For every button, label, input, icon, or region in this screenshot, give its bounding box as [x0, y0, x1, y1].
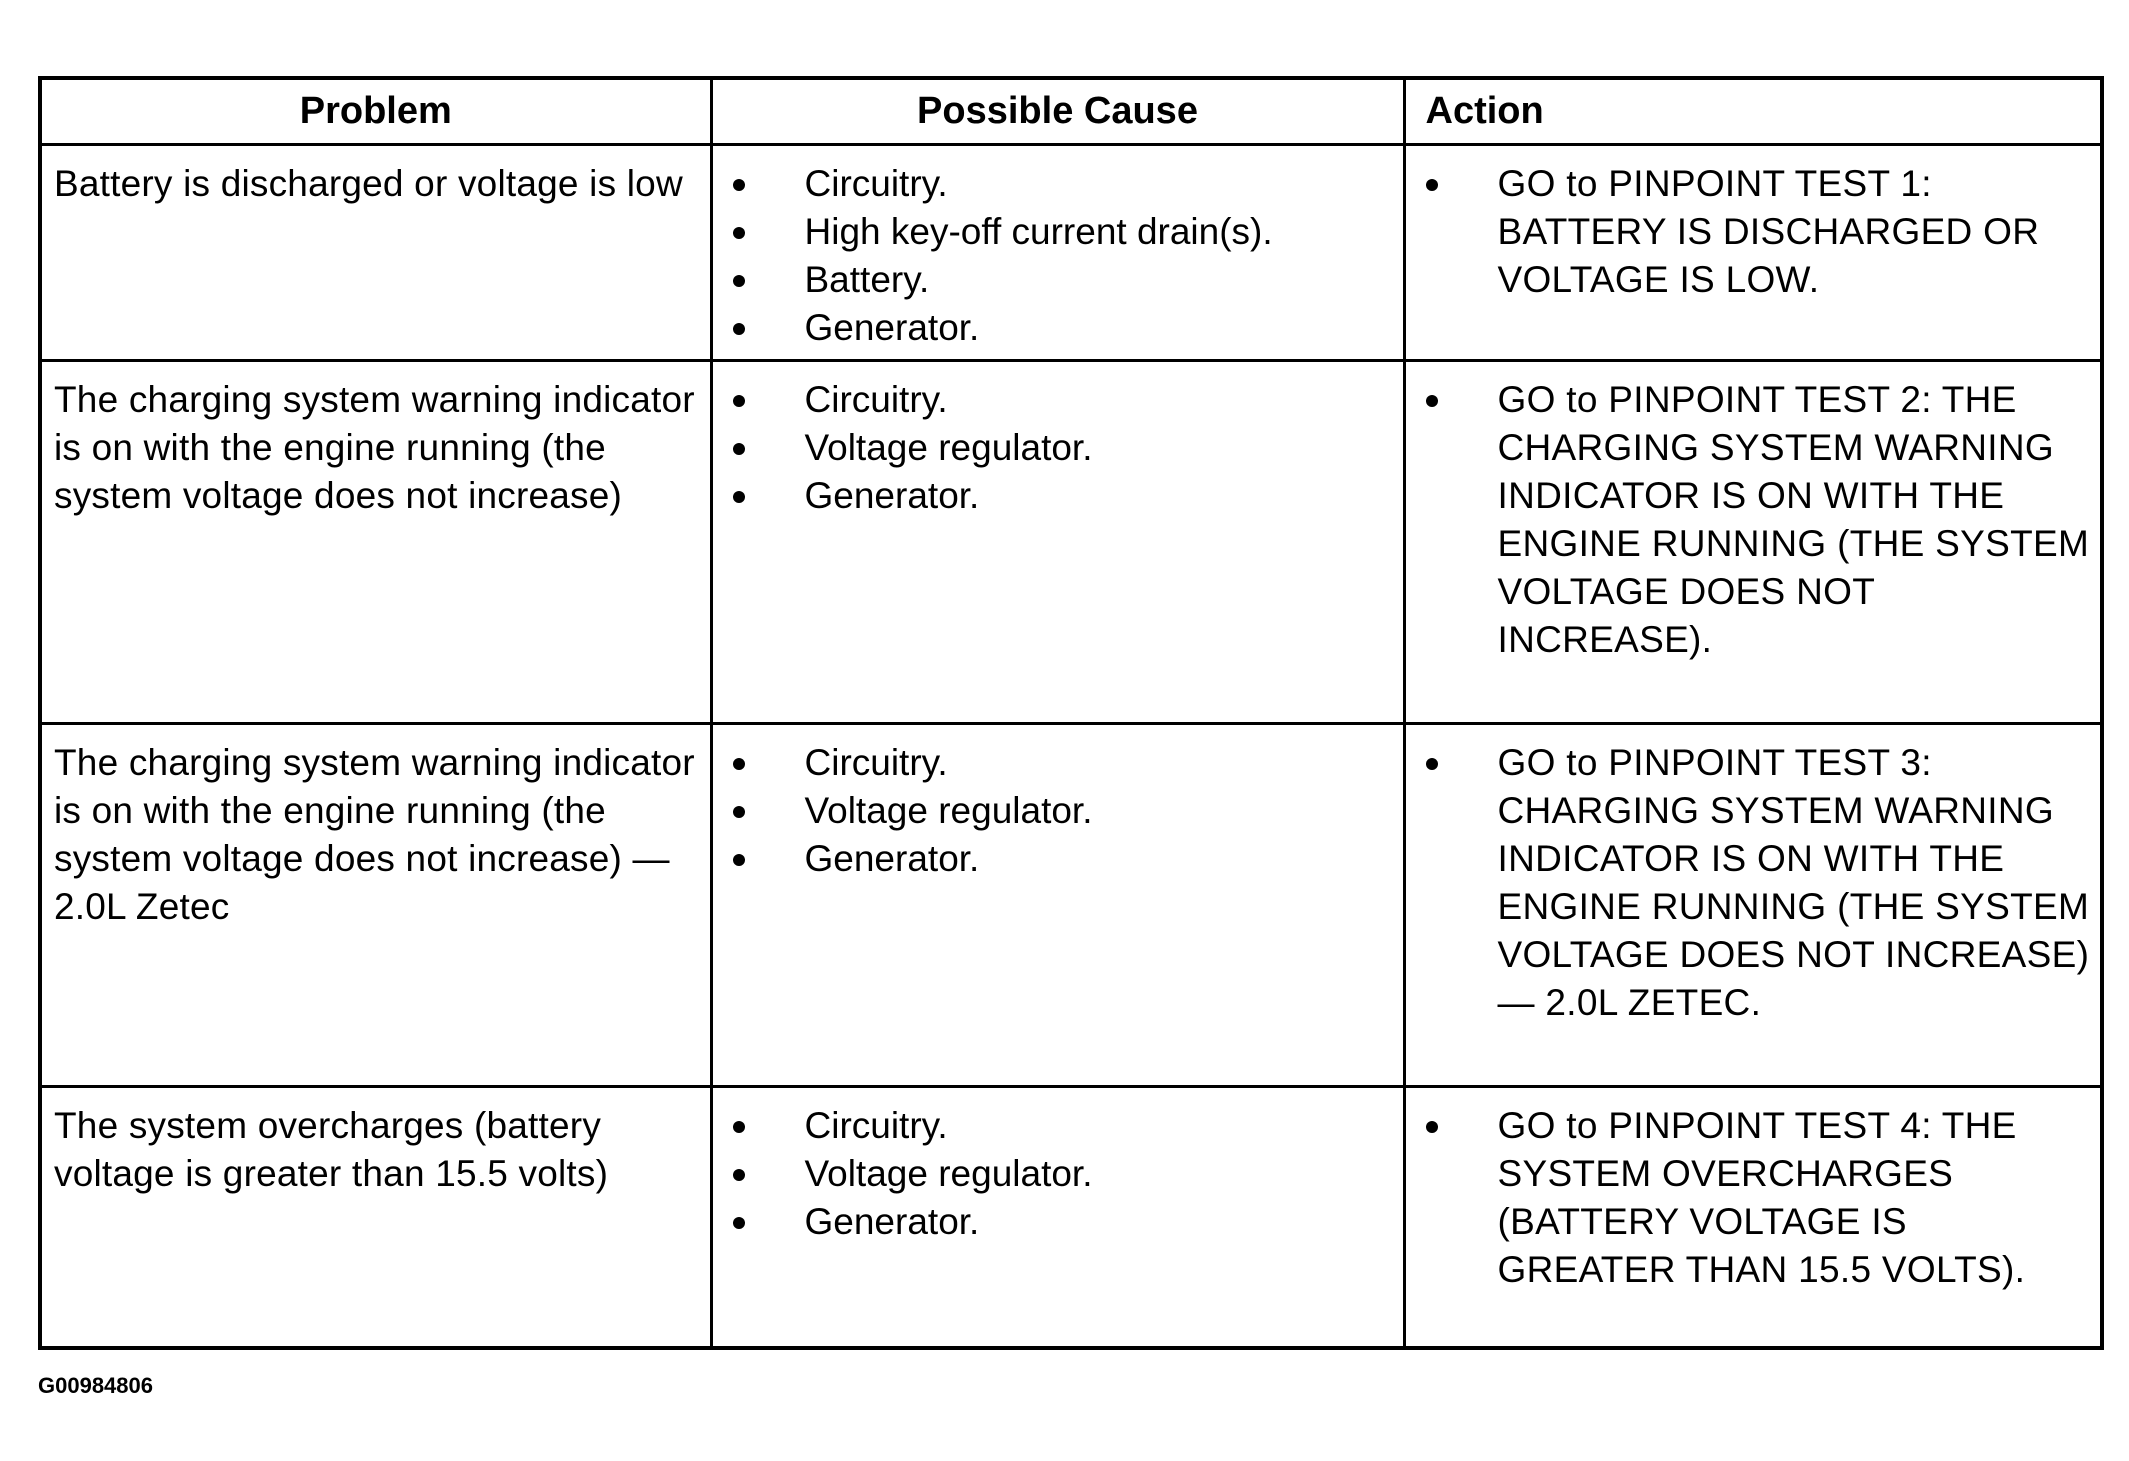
action-text: GO to PINPOINT TEST 4: THE SYSTEM OVERCHARGES (BATTERY VOLTAGE IS GREATER THAN 15.5 VOLTS). — [1497, 1104, 2026, 1290]
table-row — [40, 1086, 2102, 1348]
action-text: GO to PINPOINT TEST 3: CHARGING SYSTEM WARNING INDICATOR IS ON WITH THE ENGINE RUNNING (THE SYSTEM VOLTAGE DOES NOT INCREASE) — 2.0L ZETEC. — [1497, 741, 2090, 1023]
cause-item: Generator. — [713, 1198, 1393, 1246]
cause-item: Circuitry. — [713, 376, 1393, 424]
table-row — [40, 360, 2102, 723]
cause-item: Voltage regulator. — [713, 1150, 1393, 1198]
cause-item: Generator. — [713, 472, 1393, 520]
cause-list — [713, 146, 1403, 352]
bullet-icon — [1426, 395, 1438, 407]
cause-item: Voltage regulator. — [713, 787, 1393, 835]
action-cell — [1404, 360, 2102, 723]
problem-cell: The system overcharges (battery voltage is greater than 15.5 volts) — [40, 1086, 711, 1348]
cause-item: Generator. — [713, 304, 1393, 352]
action-cell — [1404, 1086, 2102, 1348]
bullet-icon — [1426, 758, 1438, 770]
action-cell — [1404, 144, 2102, 360]
cause-item: Circuitry. — [713, 739, 1393, 787]
cause-item: High key-off current drain(s). — [713, 208, 1393, 256]
action-cell — [1404, 723, 2102, 1086]
cause-cell — [711, 360, 1404, 723]
cause-list — [713, 362, 1403, 520]
cause-item: Circuitry. — [713, 160, 1393, 208]
header-problem: Problem — [40, 78, 711, 144]
action-text: GO to PINPOINT TEST 2: THE CHARGING SYSTEM WARNING INDICATOR IS ON WITH THE ENGINE RUNNING (THE SYSTEM VOLTAGE DOES NOT INCREASE). — [1497, 378, 2090, 660]
bullet-icon — [1426, 1121, 1438, 1133]
table-row — [40, 723, 2102, 1086]
bullet-icon — [1426, 179, 1438, 191]
cause-list — [713, 1088, 1403, 1246]
diagnosis-table — [38, 76, 2104, 1350]
header-action: Action — [1404, 78, 2102, 144]
cause-cell — [711, 723, 1404, 1086]
action-text: GO to PINPOINT TEST 1: BATTERY IS DISCHARGED OR VOLTAGE IS LOW. — [1497, 162, 2040, 300]
problem-cell: The charging system warning indicator is on with the engine running (the system voltage does not increase) — [40, 360, 711, 723]
cause-cell — [711, 1086, 1404, 1348]
header-possible-cause: Possible Cause — [711, 78, 1404, 144]
problem-cell: The charging system warning indicator is on with the engine running (the system voltage does not increase) — 2.0L Zetec — [40, 723, 711, 1086]
symptom-chart — [38, 76, 2100, 1346]
cause-item: Generator. — [713, 835, 1393, 883]
problem-cell: Battery is discharged or voltage is low — [40, 144, 711, 360]
cause-item: Circuitry. — [713, 1102, 1393, 1150]
table-row — [40, 144, 2102, 360]
cause-item: Voltage regulator. — [713, 424, 1393, 472]
cause-cell — [711, 144, 1404, 360]
cause-item: Battery. — [713, 256, 1393, 304]
table-header-row — [40, 78, 2102, 144]
cause-list — [713, 725, 1403, 883]
figure-id: G00984806 — [38, 1373, 153, 1398]
